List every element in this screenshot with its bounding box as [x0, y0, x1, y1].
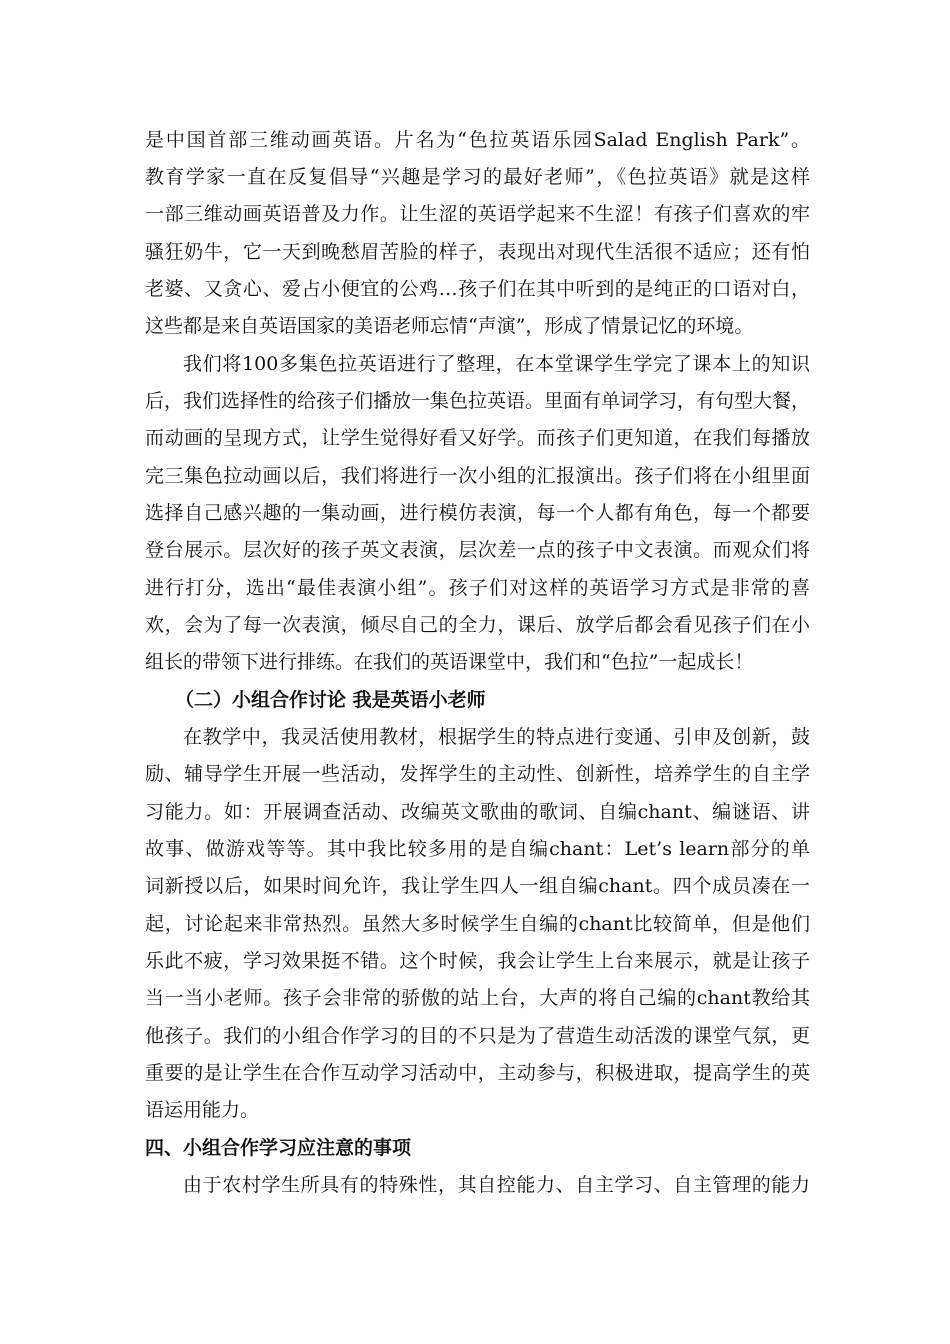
paragraph-3-line-2: 励、辅导学生开展一些活动，发挥学生的主动性、创新性，培养学生的自主学 [145, 763, 810, 785]
paragraph-3-line-7: 乐此不疲，学习效果挺不错。这个时候，我会让学生上台来展示，就是让孩子 [145, 950, 810, 972]
paragraph-3-line-11: 语运用能力。 [145, 1099, 260, 1121]
paragraph-3-line-3: 习能力。如：开展调查活动、改编英文歌曲的歌词、自编chant、编谜语、讲 [145, 801, 810, 823]
paragraph-2-line-3: 而动画的呈现方式，让学生觉得好看又好学。而孩子们更知道，在我们每播放 [145, 427, 810, 449]
paragraph-1-line-2: 教育学家一直在反复倡导“兴趣是学习的最好老师”，《色拉英语》就是这样 [145, 166, 810, 188]
paragraph-1-line-5: 老婆、又贪心、爱占小便宜的公鸡…孩子们在其中听到的是纯正的口语对白， [145, 278, 810, 300]
paragraph-3-line-8: 当一当小老师。孩子会非常的骄傲的站上台，大声的将自己编的chant教给其 [145, 987, 810, 1009]
paragraph-2-line-7: 进行打分，选出“最佳表演小组”。孩子们对这样的英语学习方式是非常的喜 [145, 577, 810, 599]
paragraph-2-line-2: 后，我们选择性的给孩子们播放一集色拉英语。里面有单词学习，有句型大餐， [145, 390, 810, 412]
paragraph-3-line-9: 他孩子。我们的小组合作学习的目的不只是为了营造生动活泼的课堂气氛，更 [145, 1025, 810, 1047]
paragraph-1-line-1: 是中国首部三维动画英语。片名为“色拉英语乐园Salad English Park”。 [145, 129, 810, 151]
paragraph-1-line-4: 骚狂奶牛，它一天到晚愁眉苦脸的样子，表现出对现代生活很不适应；还有怕 [145, 241, 810, 263]
paragraph-2-line-6: 登台展示。层次好的孩子英文表演，层次差一点的孩子中文表演。而观众们将 [145, 539, 810, 561]
paragraph-4-line-1: 由于农村学生所具有的特殊性，其自控能力、自主学习、自主管理的能力 [183, 1174, 810, 1196]
paragraph-3-line-10: 重要的是让学生在合作互动学习活动中，主动参与，积极进取，提高学生的英 [145, 1062, 810, 1084]
paragraph-2-line-8: 欢，会为了每一次表演，倾尽自己的全力，课后、放学后都会看见孩子们在小 [145, 614, 810, 636]
section-heading-2: （二）小组合作讨论 我是英语小老师 [175, 689, 486, 711]
paragraph-3-line-4: 故事、做游戏等等。其中我比较多用的是自编chant：Let’s learn部分的单 [145, 838, 810, 860]
paragraph-3-line-6: 起，讨论起来非常热烈。虽然大多时候学生自编的chant比较简单，但是他们 [145, 913, 810, 935]
paragraph-3-line-5: 词新授以后，如果时间允许，我让学生四人一组自编chant。四个成员凑在一 [145, 875, 810, 897]
paragraph-1-line-6: 这些都是来自英语国家的美语老师忘情“声演”，形成了情景记忆的环境。 [145, 315, 754, 337]
paragraph-2-line-9: 组长的带领下进行排练。在我们的英语课堂中，我们和“色拉”一起成长！ [145, 651, 754, 673]
paragraph-1-line-3: 一部三维动画英语普及力作。让生涩的英语学起来不生涩！有孩子们喜欢的牢 [145, 203, 810, 225]
paragraph-2-line-5: 选择自己感兴趣的一集动画，进行模仿表演，每一个人都有角色，每一个都要 [145, 502, 810, 524]
paragraph-3-line-1: 在教学中，我灵活使用教材，根据学生的特点进行变通、引申及创新，鼓 [183, 726, 810, 748]
section-heading-4: 四、小组合作学习应注意的事项 [145, 1137, 412, 1159]
paragraph-2-line-1: 我们将100多集色拉英语进行了整理，在本堂课学生学完了课本上的知识 [183, 353, 810, 375]
paragraph-2-line-4: 完三集色拉动画以后，我们将进行一次小组的汇报演出。孩子们将在小组里面 [145, 465, 810, 487]
